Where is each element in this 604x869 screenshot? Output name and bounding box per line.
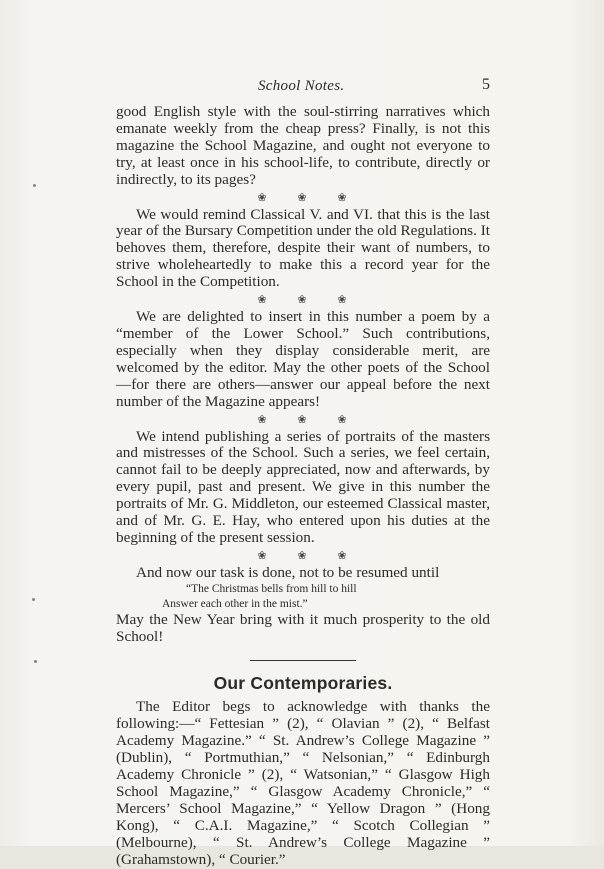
paragraph-new-year: May the New Year bring with it much prosperity to the old School! xyxy=(116,610,490,645)
page-speck xyxy=(32,598,35,601)
section-heading: Our Contemporaries. xyxy=(213,672,393,693)
flower-ornament-icon: ❀ ❀ ❀ xyxy=(257,191,361,204)
school-notes-body xyxy=(116,104,490,869)
flower-ornament-icon: ❀ ❀ ❀ xyxy=(257,294,361,307)
page-number: 5 xyxy=(482,76,490,93)
paragraph-contemporaries: The Editor begs to acknowledge with thanks the following:—“ Fettesian ” (2), “ Olavian ” (2), “ Belfast Academy Magazine.” “ St. Andrew’s College Magazine ” (Dublin), “ Portmuthian,” “ Nelsonian,” “ Edinburgh Academy Chronicle ” (2), “ Watsonian,” “ Glasgow High School Magazine,” “ Glasgow Academy Chronicle,” “ Mercers’ School Magazine,” “ Yellow Dragon ” (Hong Kong), “ C.A.I. Magazine,” “ Scotch Collegian ” (Melbourne), “ St. Andrew’s College Magazine ” (Grahamstown), “ Courier.” xyxy=(116,698,490,868)
paragraph-poem: We are delighted to insert in this number a poem by a “member of the Lower School.” Such contributions, especially when they display considerable merit, are welcomed by the editor. May the other poets of the School —for there are others—answer our appeal before the next number of the Magazine appears! xyxy=(116,308,490,410)
page-speck xyxy=(34,660,37,663)
verse-line: Answer each other in the mist.” xyxy=(162,597,308,610)
flower-ornament-icon: ❀ ❀ ❀ xyxy=(257,549,361,562)
paragraph-closing: And now our task is done, not to be resumed until xyxy=(136,563,440,581)
page-speck xyxy=(33,184,36,187)
paragraph-portraits: We intend publishing a series of portraits of the masters and mistresses of the School. Such a series, we feel certain, cannot fail to be deeply appreciated, now and afterwards, by every pupil, past and present. We give in this number the portraits of Mr. G. Middleton, our esteemed Classical master, and of Mr. G. E. Hay, who entered upon his duties at the beginning of the present session. xyxy=(116,427,490,546)
section-divider xyxy=(250,660,356,661)
paragraph-bursary: We would remind Classical V. and VI. that this is the last year of the Bursary Competition under the old Regulations. It behoves them, therefore, despite their want of numbers, to strive wholeheartedly to make this a record year for the School in the Competition. xyxy=(116,205,490,291)
running-title: School Notes. xyxy=(258,78,345,94)
paragraph-continuation: good English style with the soul-stirring narratives which emanate weekly from the cheap press? Finally, is not this magazine the School Magazine, and ought not everyone to try, at least once in his school-life, to contribute, directly or indirectly, to its pages? xyxy=(116,103,490,188)
verse-quote xyxy=(116,582,490,612)
verse-line: “The Christmas bells from hill to hill xyxy=(186,582,357,595)
flower-ornament-icon: ❀ ❀ ❀ xyxy=(257,413,361,426)
